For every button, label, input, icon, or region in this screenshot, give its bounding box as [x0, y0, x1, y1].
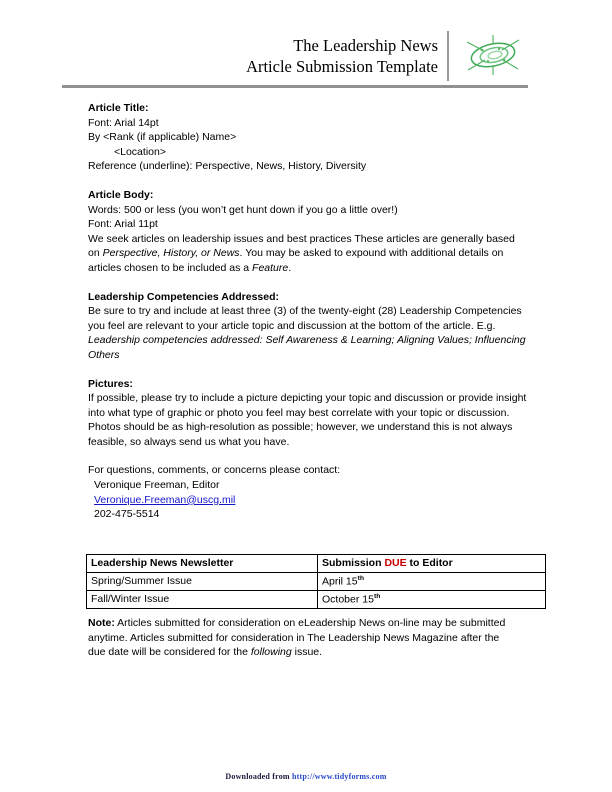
table-cell-due-fall-winter [318, 591, 546, 609]
article-body-text-3: . [288, 261, 292, 274]
note-paragraph [88, 616, 518, 660]
document-header [62, 30, 528, 82]
page-title-line-1: The Leadership News [293, 36, 438, 55]
section-article-body [88, 188, 528, 276]
table-header-due-word: DUE [384, 557, 407, 569]
section-article-title [88, 101, 528, 174]
footer-prefix-text: Downloaded from [225, 772, 293, 781]
table-header-submission-pre: Submission [322, 557, 385, 569]
footer-source-link[interactable]: http://www.tidyforms.com [292, 772, 387, 781]
note-italic: following [250, 646, 292, 659]
section-pictures [88, 377, 528, 450]
table-row [87, 591, 546, 609]
section-contact [88, 463, 528, 521]
contact-phone: 202-475-5514 [94, 508, 160, 521]
article-title-location-line: <Location> [114, 145, 166, 158]
competencies-heading: Leadership Competencies Addressed: [88, 290, 279, 303]
competencies-text-1: Be sure to try and include at least three (3) of the twenty-eight (28) Leadership Competencies you feel are relevant to your article topic and discussion at the bottom of the article. E.g. [88, 305, 522, 332]
document-body [88, 101, 528, 522]
pictures-paragraph-2: Photos should be as high-resolution as possible; however, we understand this is not always feasible, so always send us what you have. [88, 421, 513, 448]
article-title-font-line: Font: Arial 14pt [88, 116, 159, 129]
article-body-text-2: . You may be asked to expound with additional details on articles chosen to be included as a [88, 247, 504, 274]
table-header-row [87, 555, 546, 573]
article-title-heading: Article Title: [88, 102, 149, 114]
header-vertical-divider [447, 31, 449, 81]
article-title-reference-line: Reference (underline): Perspective, News, History, Diversity [88, 160, 367, 173]
article-body-words-line: Words: 500 or less (you won’t get hunt down if you go a little over!) [88, 203, 398, 216]
note-text-2: issue. [291, 646, 323, 659]
article-body-paragraph [88, 232, 528, 276]
note-label: Note: [88, 617, 115, 629]
contact-editor-name: Veronique Freeman, Editor [94, 479, 220, 492]
page-title-line-2: Article Submission Template [246, 57, 438, 76]
article-body-italic-1: Perspective, History, or News [102, 247, 240, 260]
contact-email-link[interactable]: Veronique.Freeman@uscg.mil [94, 493, 236, 506]
header-title-block [246, 35, 447, 77]
table-cell-issue-fall-winter: Fall/Winter Issue [87, 591, 318, 609]
spacer [88, 174, 528, 188]
due-date-ordinal-suffix: th [357, 574, 365, 582]
article-body-text-1: We seek articles on leadership issues and best practices These articles are generally based on [88, 232, 515, 260]
competencies-paragraph [88, 304, 528, 362]
article-body-italic-2: Feature [252, 261, 289, 274]
table-header-cell-newsletter: Leadership News Newsletter [87, 555, 318, 573]
due-date-month-day: April 15 [322, 575, 358, 588]
article-body-font-line: Font: Arial 11pt [88, 218, 158, 231]
section-leadership-competencies [88, 290, 528, 363]
table-cell-due-spring-summer [318, 573, 546, 591]
spacer [88, 363, 528, 377]
table-header-submission-post: to Editor [406, 557, 453, 569]
pictures-heading: Pictures: [88, 377, 133, 390]
article-body-heading: Article Body: [88, 188, 154, 201]
submission-schedule-table [86, 554, 546, 609]
table-cell-issue-spring-summer: Spring/Summer Issue [87, 573, 318, 591]
header-horizontal-rule [62, 85, 528, 88]
article-title-by-line: By <Rank (if applicable) Name> [88, 131, 237, 144]
table-header-cell-submission [318, 555, 546, 573]
competencies-italic-1: Leadership competencies addressed: Self Awareness & Learning; Aligning Values; Influencing Others [88, 334, 526, 361]
contact-intro: For questions, comments, or concerns please contact: [88, 464, 341, 477]
page-footer [0, 772, 612, 781]
contact-email-row [88, 493, 528, 508]
leadership-news-swirl-logo-icon [458, 30, 528, 80]
spacer [88, 276, 528, 290]
due-date-ordinal-suffix: th [373, 592, 381, 600]
table-row [87, 573, 546, 591]
submission-schedule-table-wrapper [86, 554, 527, 609]
due-date-month-day: October 15 [322, 593, 374, 606]
spacer [88, 449, 528, 463]
note-text-1: Articles submitted for consideration on eLeadership News on-line may be submitted anytime. Articles submitted for consideration in The Leadership News Magazine after the due date will be considered for the [88, 617, 506, 659]
pictures-paragraph-1: If possible, please try to include a picture depicting your topic and discussion or provide insight into what type of graphic or photo you feel may best correlate with your topic or discussion. [88, 392, 527, 419]
